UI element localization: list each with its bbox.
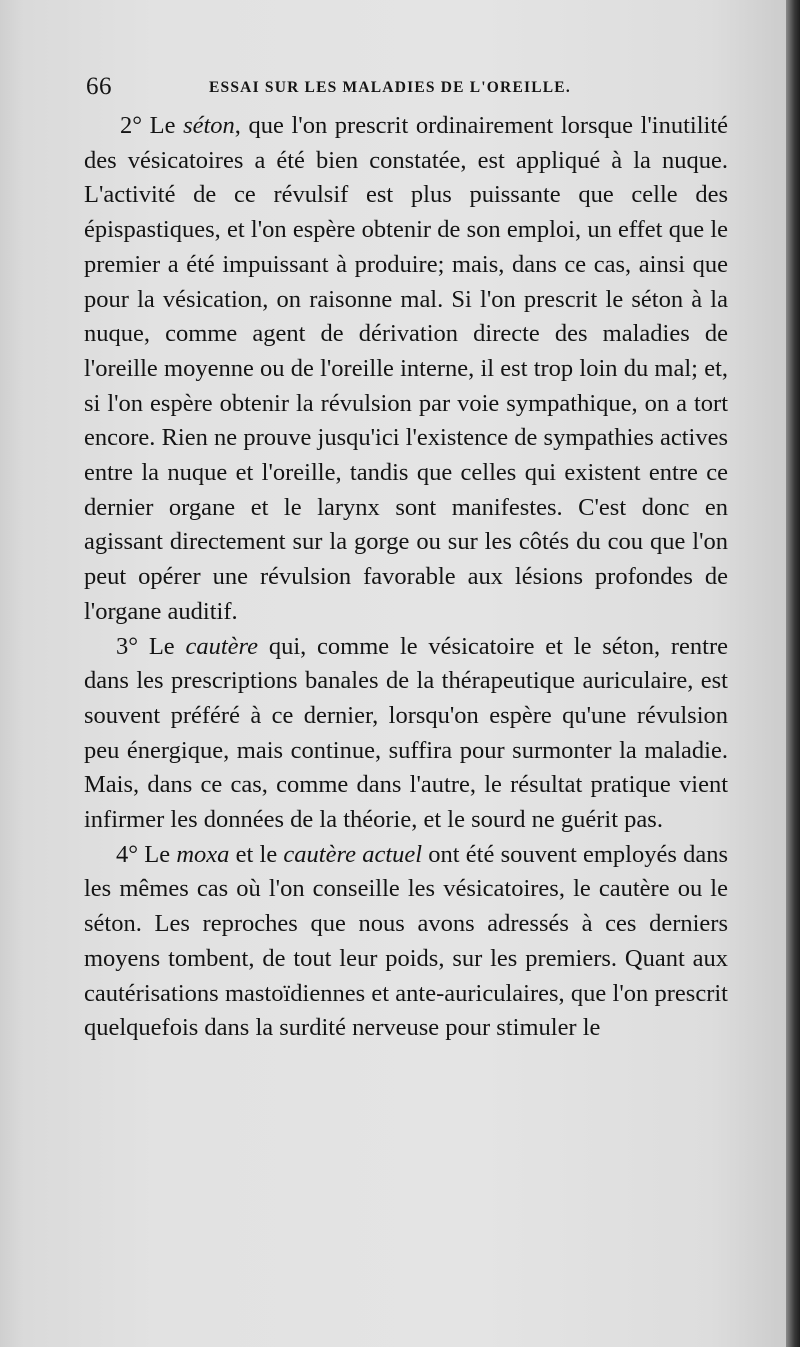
paragraph-seton [84, 109, 728, 630]
page-header [86, 70, 726, 104]
term-seton: séton [183, 112, 235, 139]
running-head: ESSAI SUR LES MALADIES DE L'OREILLE. [209, 79, 571, 96]
body-text [84, 109, 728, 1046]
page-edge-shadow [786, 0, 800, 1347]
paragraph-cautere [84, 630, 728, 838]
term-cautere-actuel: cautère actuel [283, 840, 423, 868]
paragraph-text: qui, comme le vésicatoire et le séton, rentre dans les prescriptions banales de la thérapeutique auriculaire, est souvent préféré à ce dernier, lorsqu'on espère qu'une révulsion peu énergique, mais continue, suffira pour surmonter la maladie. Mais, dans ce cas, comme dans l'autre, le résultat pratique vient infirmer les données de la théorie, et le sourd ne guérit pas. [84, 632, 728, 834]
paragraph-connector: et le [229, 840, 284, 868]
term-cautere: cautère [185, 632, 259, 660]
paragraph-lead: 4° Le [116, 840, 177, 868]
paragraph-lead: 3° Le [116, 632, 186, 660]
paragraph-text: ont été souvent employés dans les mêmes cas où l'on conseille les vésicatoires, le cautère ou le séton. Les reproches que nous avons adressés à ces derniers moyens tombent, de tout leur poids, sur les premiers. Quant aux cautérisations mastoïdiennes et ante-auriculaires, que l'on prescrit quelquefois dans la surdité nerveuse pour stimuler le [84, 840, 729, 1042]
paragraph-lead: 2° Le [120, 112, 184, 139]
page-number: 66 [86, 73, 112, 100]
paragraph-text: , que l'on prescrit ordinairement lorsque l'inutilité des vésicatoires a été bien constatée, est appliqué à la nuque. L'activité de ce révulsif est plus puissante que celle des épispastiques, et l'on espère obtenir de son emploi, un effet que le premier a été impuissant à produire; mais, dans ce cas, ainsi que pour la vésication, on raisonne mal. Si l'on prescrit le séton à la nuque, comme agent de dérivation directe des maladies de l'oreille moyenne ou de l'oreille interne, il est trop loin du mal; et, si l'on espère obtenir la révulsion par voie sympathique, on a tort encore. Rien ne prouve jusqu'ici l'existence de sympathies actives entre la nuque et l'oreille, tandis que celles qui existent entre ce dernier organe et le larynx sont manifestes. C'est donc en agissant directement sur la gorge ou sur les côtés du cou que l'on peut opérer une révulsion favorable aux lésions profondes de l'organe auditif. [84, 112, 728, 625]
term-moxa: moxa [176, 840, 230, 868]
paragraph-moxa [84, 838, 728, 1046]
